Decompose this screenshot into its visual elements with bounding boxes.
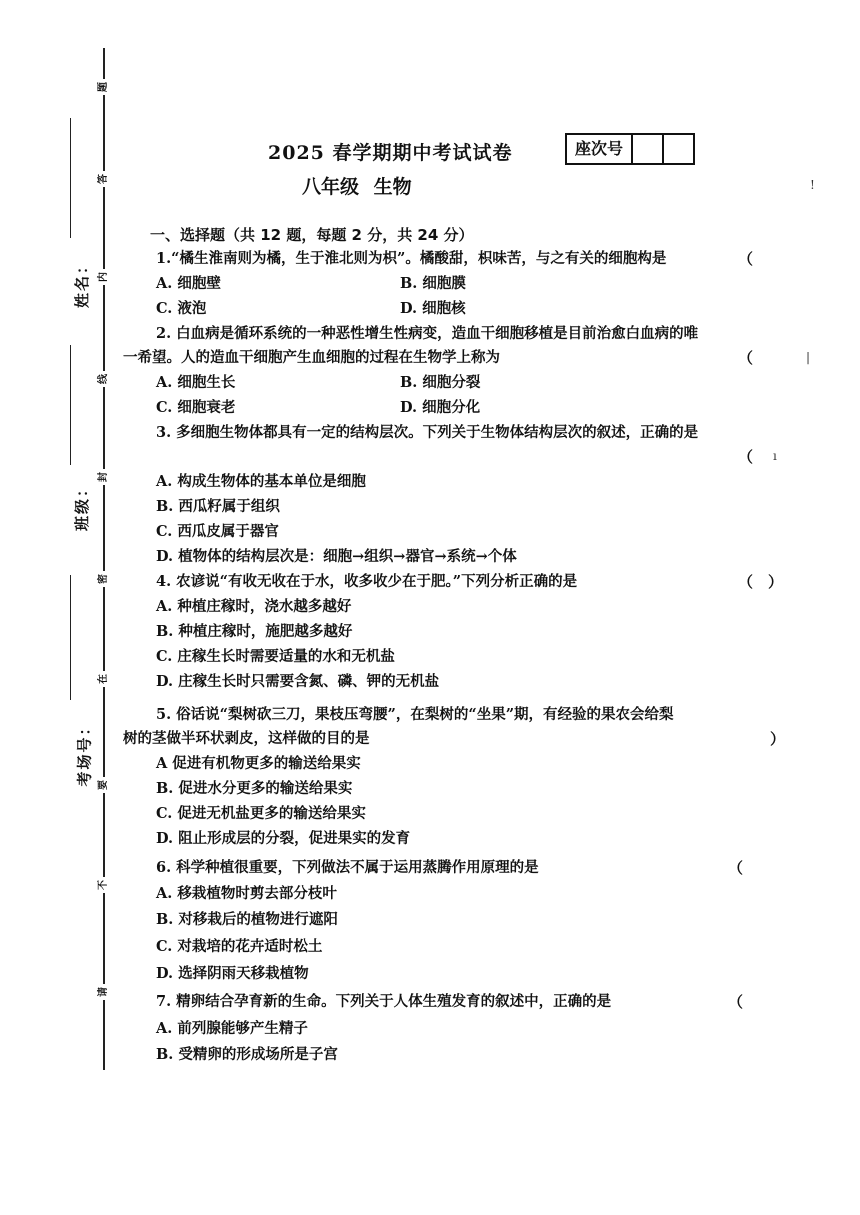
binding-char: 答: [97, 171, 111, 187]
stray-mark: !: [810, 178, 815, 192]
answer-paren: ）: [770, 730, 786, 748]
question-stem-cont: 一希望。人的造血干细胞产生血细胞的过程在生物学上称为: [123, 349, 500, 366]
answer-paren: （: [738, 349, 754, 367]
seat-number-box: [565, 133, 695, 165]
option-a: A. 前列腺能够产生精子: [156, 1020, 308, 1037]
answer-paren: （: [738, 448, 754, 466]
question-stem: 4. 农谚说“有收无收在于水，收多收少在于肥。”下列分析正确的是: [156, 573, 578, 590]
option-d: D. 细胞分化: [400, 399, 481, 416]
class-field-line[interactable]: [70, 345, 71, 465]
option-c: C. 促进无机盐更多的输送给果实: [156, 805, 366, 822]
question-stem: 7. 精卵结合孕育新的生命。下列关于人体生殖发育的叙述中，正确的是: [156, 993, 612, 1010]
option-a: A. 细胞壁: [156, 275, 221, 292]
seat-cell[interactable]: [664, 135, 693, 163]
option-a: A. 细胞生长: [156, 374, 236, 391]
binding-char: 要: [97, 777, 111, 793]
exam-subtitle: 八年级 生物: [302, 176, 412, 198]
option-d: D. 阻止形成层的分裂，促进果实的发育: [156, 830, 411, 847]
option-a: A. 构成生物体的基本单位是细胞: [156, 473, 366, 490]
option-b: B. 西瓜籽属于组织: [156, 498, 280, 515]
option-a: A. 种植庄稼时，浇水越多越好: [156, 598, 352, 615]
binding-char: 密: [97, 571, 111, 587]
binding-char: 题: [97, 79, 111, 95]
option-d: D. 庄稼生长时只需要含氮、磷、钾的无机盐: [156, 673, 440, 690]
question-stem: 6. 科学种植很重要，下列做法不属于运用蒸腾作用原理的是: [156, 859, 539, 876]
binding-line: [103, 48, 105, 1070]
exam-room-field-line[interactable]: [70, 575, 71, 700]
answer-paren: （ ）: [738, 573, 784, 591]
answer-paren: （: [728, 993, 744, 1011]
option-b: B. 对移栽后的植物进行遮阳: [156, 911, 338, 928]
section-heading: 一、选择题（共 12 题，每题 2 分，共 24 分）: [150, 226, 474, 244]
binding-char: 内: [97, 269, 111, 285]
option-c: C. 液泡: [156, 300, 207, 317]
option-b: B. 细胞膜: [400, 275, 466, 292]
option-c: C. 细胞衰老: [156, 399, 236, 416]
option-c: C. 西瓜皮属于器官: [156, 523, 279, 540]
seat-label: 座次号: [567, 135, 633, 163]
question-stem: 2. 白血病是循环系统的一种恶性增生性病变，造血干细胞移植是目前治愈白血病的唯: [156, 325, 699, 342]
answer-paren: （: [728, 859, 744, 877]
option-b: B. 细胞分裂: [400, 374, 481, 391]
option-a: A. 移栽植物时剪去部分枝叶: [156, 885, 337, 902]
option-c: C. 庄稼生长时需要适量的水和无机盐: [156, 648, 395, 665]
binding-char: 不: [97, 877, 111, 893]
class-label: 班级：: [73, 479, 92, 532]
option-b: B. 促进水分更多的输送给果实: [156, 780, 353, 797]
binding-char: 封: [97, 469, 111, 485]
question-stem: 5. 俗话说“梨树砍三刀，果枝压弯腰”，在梨树的“坐果”期，有经验的果农会给梨: [156, 706, 674, 723]
seat-cell[interactable]: [633, 135, 664, 163]
scan-mark: ı: [773, 449, 777, 463]
option-d: D. 植物体的结构层次是：细胞→组织→器官→系统→个体: [156, 548, 517, 565]
option-b: B. 种植庄稼时，施肥越多越好: [156, 623, 353, 640]
question-stem: 1.“橘生淮南则为橘，生于淮北则为枳”。橘酸甜，枳味苦，与之有关的细胞构是: [156, 250, 667, 267]
option-b: B. 受精卵的形成场所是子宫: [156, 1046, 338, 1063]
binding-char: 在: [97, 671, 111, 687]
scan-mark: |: [806, 350, 811, 364]
option-d: D. 细胞核: [400, 300, 466, 317]
binding-char: 线: [97, 371, 111, 387]
binding-char: 请: [97, 984, 111, 1000]
exam-title: 2025 春学期期中考试试卷: [268, 142, 513, 164]
answer-paren: （: [738, 250, 754, 268]
name-field-line[interactable]: [70, 118, 71, 238]
option-c: C. 对栽培的花卉适时松土: [156, 938, 323, 955]
option-a: A 促进有机物更多的输送给果实: [156, 755, 361, 772]
question-stem: 3. 多细胞生物体都具有一定的结构层次。下列关于生物体结构层次的叙述，正确的是: [156, 424, 699, 441]
option-d: D. 选择阴雨天移栽植物: [156, 965, 309, 982]
question-stem-cont: 树的茎做半环状剥皮，这样做的目的是: [123, 730, 370, 747]
name-label: 姓名：: [73, 256, 92, 309]
exam-room-label: 考场号：: [75, 718, 94, 787]
